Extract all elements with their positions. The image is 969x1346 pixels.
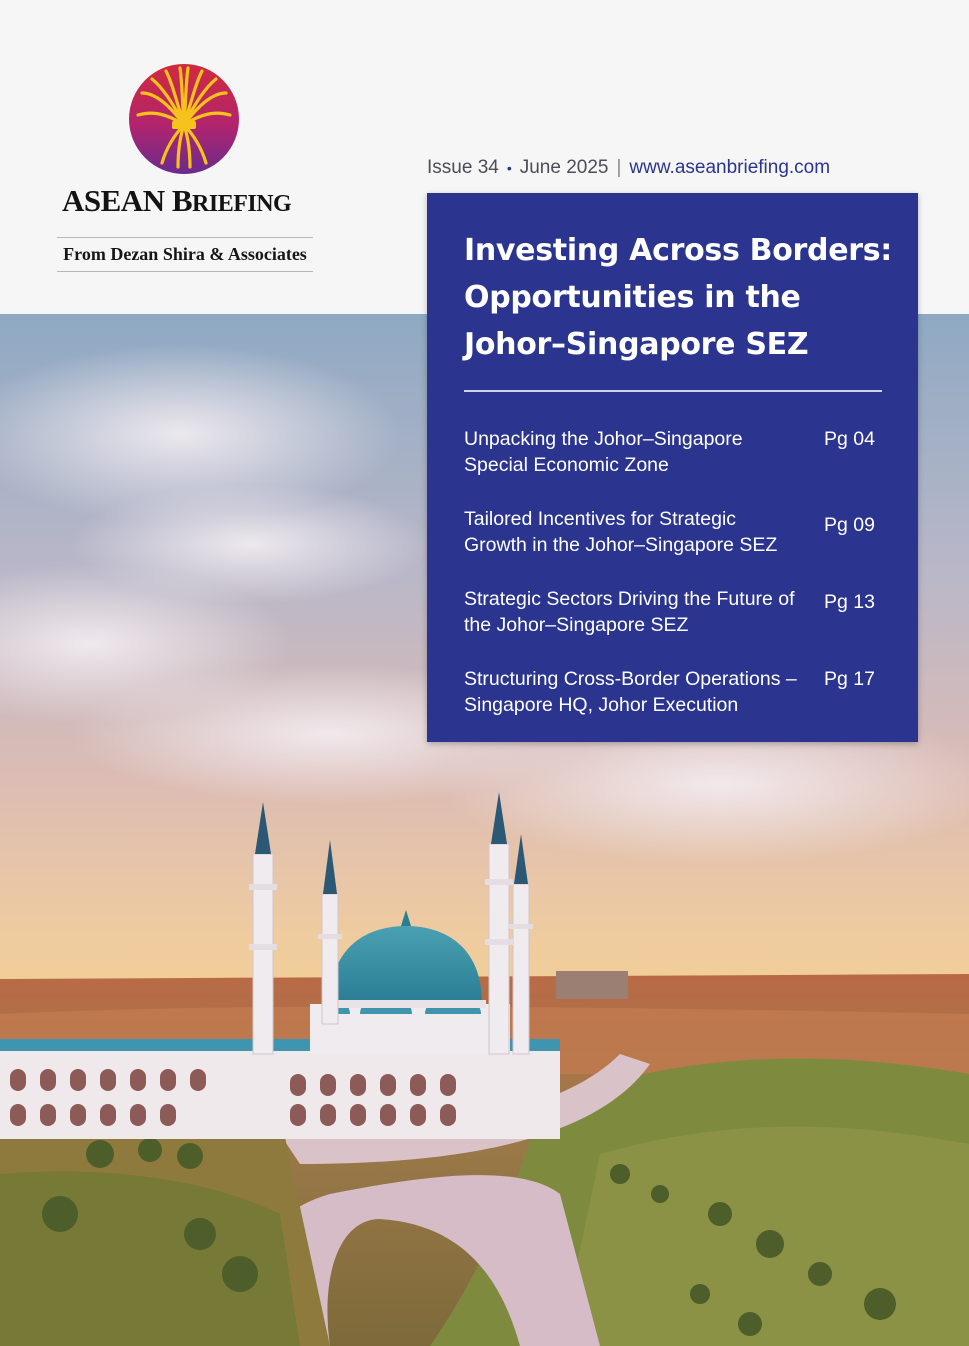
toc-item-title: Tailored Incentives for Strategic Growth in the Johor–Singapore SEZ bbox=[464, 508, 778, 556]
issue-date: June 2025 bbox=[519, 157, 609, 178]
toc-item-title: Structuring Cross-Border Operations – Singapore HQ, Johor Execution bbox=[464, 668, 797, 716]
tagline-top-rule bbox=[57, 237, 313, 238]
brand-name-part-1: ASEAN bbox=[62, 183, 172, 218]
issue-separator-dot: • bbox=[506, 160, 512, 176]
toc-item-title: Strategic Sectors Driving the Future of the Johor–Singapore SEZ bbox=[464, 588, 795, 636]
brand-wordmark bbox=[62, 183, 322, 219]
asean-logo-icon bbox=[128, 63, 240, 175]
brand-name-rest: RIEFING bbox=[192, 191, 292, 217]
toc-item[interactable] bbox=[464, 666, 882, 722]
contents-panel bbox=[427, 193, 918, 742]
toc-item-page: Pg 13 bbox=[824, 591, 875, 613]
toc-item-title: Unpacking the Johor–Singapore Special Economic Zone bbox=[464, 428, 743, 476]
toc-item[interactable] bbox=[464, 426, 882, 482]
toc-item-page: Pg 17 bbox=[824, 668, 875, 690]
issue-divider: | bbox=[616, 157, 622, 178]
brand-name-initial: B bbox=[171, 183, 193, 218]
tagline-bottom-rule bbox=[57, 271, 313, 272]
issue-number: Issue 34 bbox=[427, 157, 499, 178]
toc-item-page: Pg 04 bbox=[824, 428, 875, 450]
title-divider bbox=[464, 390, 882, 392]
toc-item[interactable] bbox=[464, 506, 882, 562]
toc-item[interactable] bbox=[464, 586, 882, 642]
toc-item-page: Pg 09 bbox=[824, 514, 875, 536]
cover-title: Investing Across Borders: Opportunities in the Johor–Singapore SEZ bbox=[464, 233, 892, 362]
website-link[interactable]: www.aseanbriefing.com bbox=[629, 157, 831, 178]
issue-line bbox=[427, 155, 830, 181]
brand-tagline: From Dezan Shira & Associates bbox=[63, 244, 307, 264]
